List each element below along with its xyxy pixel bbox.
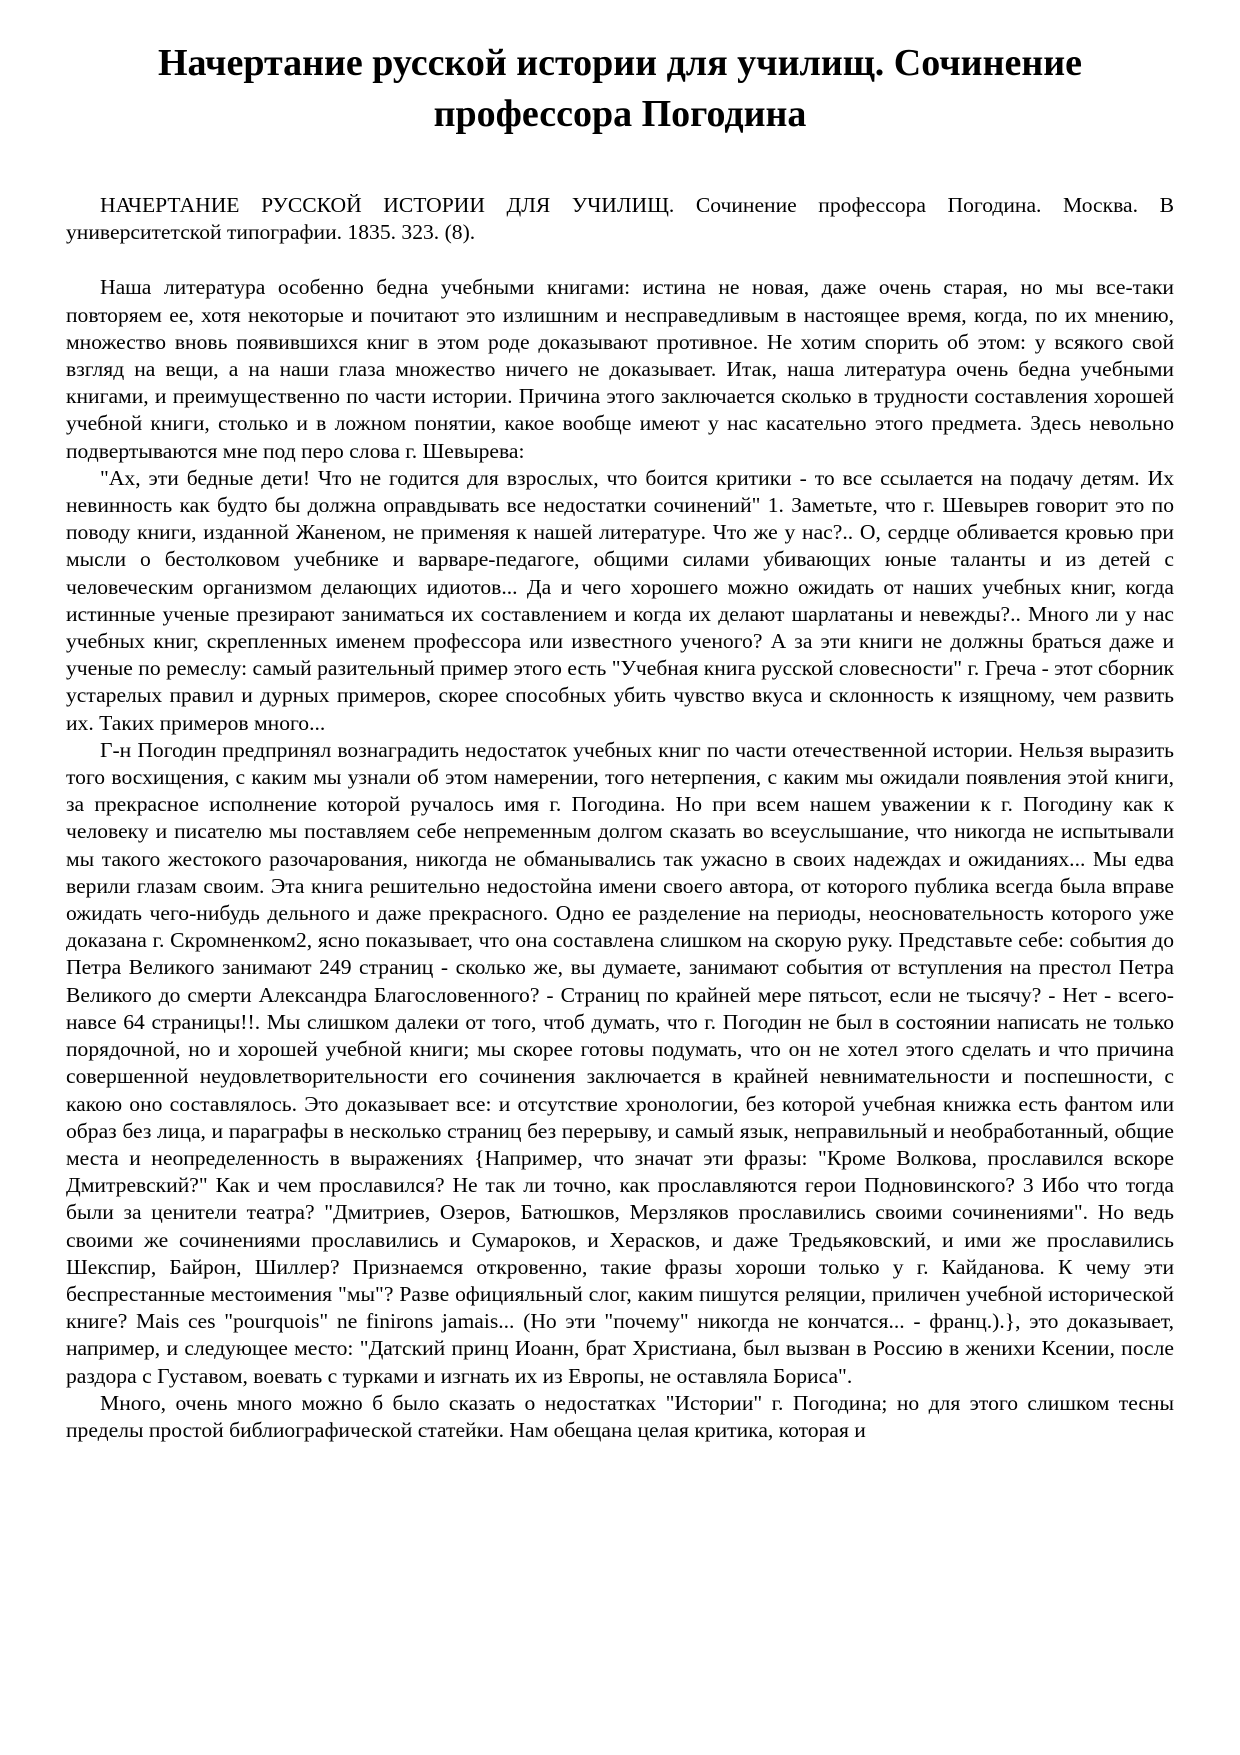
paragraph: Наша литература особенно бедна учебными книгами: истина не новая, даже очень старая, но мы все-таки повторяем ее, хотя некоторые и почитают это излишним и несправедливым в настоящее время, когда, по их мнению, множество вновь появившихся книг в этом роде доказывают противное. Не хотим спорить об этом: у всякого свой взгляд на вещи, а на наши глаза множество ничего не доказывает. Итак, наша литература очень бедна учебными книгами, и преимущественно по части истории. Причина этого заключается сколько в трудности составления хорошей учебной книги, столько и в ложном понятии, какое вообще имеют у нас касательно этого предмета. Здесь невольно подвертываются мне под перо слова г. Шевырева:	[66, 275, 1174, 463]
paragraph: "Ах, эти бедные дети! Что не годится для взрослых, что боится критики - то все ссылается на подачу детям. Их невинность как будто бы должна оправдывать все недостатки сочинений" 1. Заметьте, что г. Шевырев говорит это по поводу книги, изданной Жаненом, не применяя к нашей литературе. Что же у нас?.. О, сердце обливается кровью при мысли о бестолковом учебнике и варваре-педагоге, общими силами убивающих юные таланты и из детей с человеческим организмом делающих идиотов... Да и чего хорошего можно ожидать от наших учебных книг, когда истинные ученые презирают заниматься их составлением и когда их делают шарлатаны и невежды?.. Много ли у нас учебных книг, скрепленных именем профессора или известного ученого? А за эти книги не должны браться даже и ученые по ремеслу: самый разительный пример этого есть "Учебная книга русской словесности" г. Греча - этот сборник устарелых правил и дурных примеров, скорее способных убить чувство вкуса и склонность к изящному, чем развить их. Таких примеров много...	[66, 465, 1174, 735]
paragraph-bibliography: НАЧЕРТАНИЕ РУССКОЙ ИСТОРИИ ДЛЯ УЧИЛИЩ. Сочинение профессора Погодина. Москва. В университетской типографии. 1835. 323. (8).	[66, 193, 1174, 245]
paragraph: Много, очень много можно б было сказать о недостатках "Истории" г. Погодина; но для этого слишком тесны пределы простой библиографической статейки. Нам обещана целая критика, которая и	[66, 1390, 1174, 1442]
paragraph: Г-н Погодин предпринял вознаградить недостаток учебных книг по части отечественной истории. Нельзя выразить того восхищения, с каким мы узнали об этом намерении, того нетерпения, с каким мы ожидали появления этой книги, за прекрасное исполнение которой ручалось имя г. Погодина. Но при всем нашем уважении к г. Погодину как к человеку и писателю мы поставляем себе непременным долгом сказать во всеуслышание, что никогда не испытывали мы такого жестокого разочарования, никогда не обманывались так ужасно в своих надеждах и ожиданиях... Мы едва верили глазам своим. Эта книга решительно недостойна имени своего автора, от которого публика всегда была вправе ожидать чего-нибудь дельного и даже прекрасного. Одно ее разделение на периоды, неосновательность которого уже доказана г. Скромненком2, ясно показывает, что она составлена слишком на скорую руку. Представьте себе: события до Петра Великого занимают 249 страниц - сколько же, вы думаете, занимают события от вступления на престол Петра Великого до смерти Александра Благословенного? - Страниц по крайней мере пятьсот, если не тысячу? - Нет - всего-навсе 64 страницы!!. Мы слишком далеки от того, чтоб думать, что г. Погодин не был в состоянии написать не только порядочной, но и хорошей учебной книги; мы скорее готовы подумать, что он не хотел этого сделать и что причина совершенной неудовлетворительности его сочинения заключается в крайней невнимательности и поспешности, с какою оно составлялось. Это доказывает все: и отсутствие хронологии, без которой учебная книжка есть фантом или образ без лица, и параграфы в несколько страниц без перерыву, и самый язык, неправильный и необработанный, общие места и неопределенность в выражениях {Например, что значат эти фразы: "Кроме Волкова, прославился вскоре Дмитревский?" Как и чем прославился? Не так ли точно, как прославляются герои Подновинского? 3 Ибо что тогда были за ценители театра? "Дмитриев, Озеров, Батюшков, Мерзляков прославились своими сочинениями". Но ведь своими же сочинениями прославились и Сумароков, и Херасков, и даже Тредьяковский, и ими же прославились Шекспир, Байрон, Шиллер? Признаемся откровенно, такие фразы хороши только у г. Кайданова. К чему эти беспрестанные местоимения "мы"? Разве официяльный слог, каким пишутся реляции, приличен учебной исторической книге? Mais ces "pourquois" ne finirons jamais... (Но эти "почему" никогда не кончатся... - франц.).}, это доказывает, например, и следующее место: "Датский принц Иоанн, брат Христиана, был вызван в Россию в женихи Ксении, после раздора с Густавом, воевать с турками и изгнать их из Европы, не оставляла Бориса".	[66, 737, 1174, 1388]
document-title: Начертание русской истории для училищ. Сочинение профессора Погодина	[157, 42, 1082, 135]
document-body	[66, 192, 1174, 1444]
